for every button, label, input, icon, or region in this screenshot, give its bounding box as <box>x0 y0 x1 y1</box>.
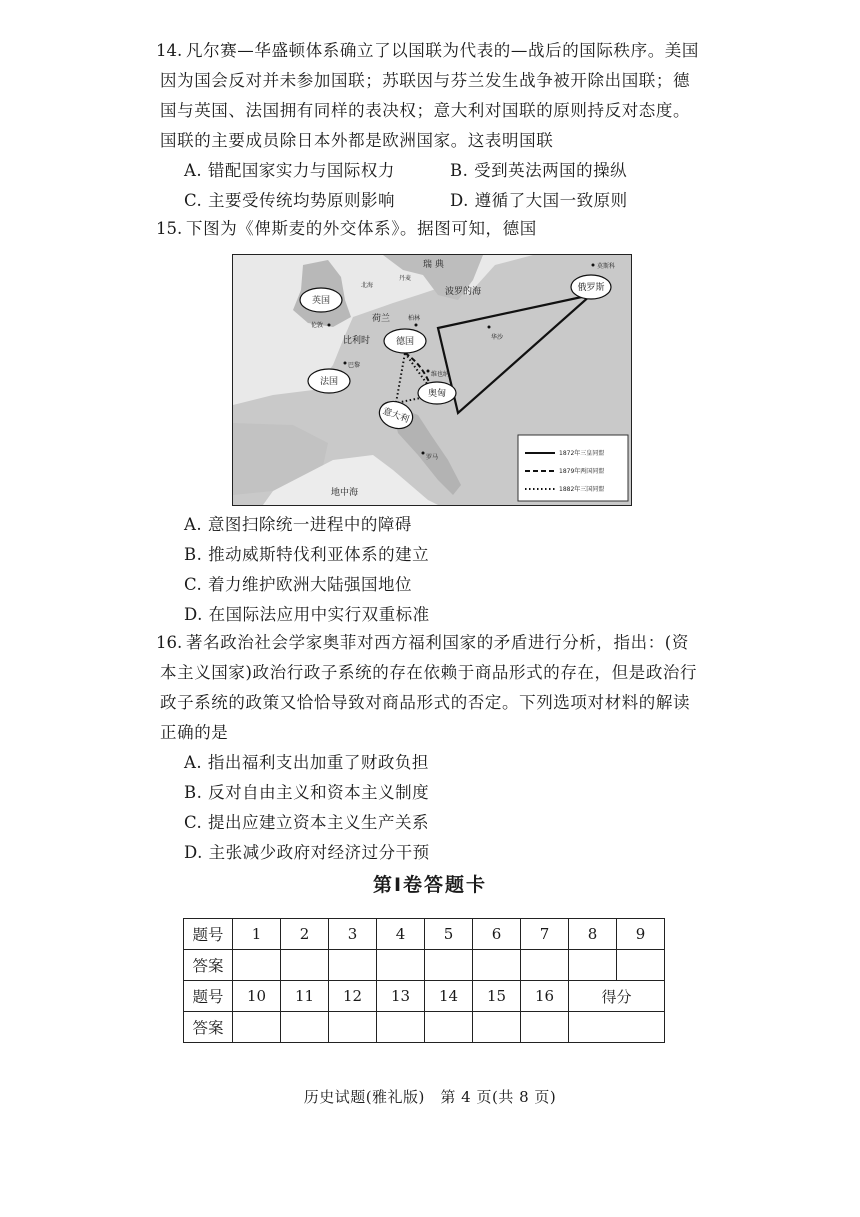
map-label-austria-hungary: 奥匈 <box>427 389 447 399</box>
option-b: B. 推动威斯特伐利亚体系的建立 <box>184 545 430 564</box>
map-label-rome: 罗马 <box>426 454 439 461</box>
option-d: D. 在国际法应用中实行双重标准 <box>184 605 430 624</box>
option-c: C. 主要受传统均势原则影响 <box>184 191 396 210</box>
answer-cell[interactable] <box>281 950 329 981</box>
answer-cell[interactable] <box>473 1012 521 1043</box>
map-label-belgium: 比利时 <box>343 336 371 346</box>
option-c: C. 提出应建立资本主义生产关系 <box>184 813 430 832</box>
answer-cell[interactable] <box>425 1012 473 1043</box>
row-label-answer: 答案 <box>184 950 233 981</box>
map-label-moscow: 莫斯科 <box>597 263 616 270</box>
answer-cell[interactable] <box>329 950 377 981</box>
question-number-cell: 14 <box>425 981 473 1012</box>
question-number-cell: 13 <box>377 981 425 1012</box>
map-label-london: 伦敦 <box>311 322 324 329</box>
question-16 <box>156 628 705 748</box>
map-label-denmark: 丹麦 <box>399 275 412 282</box>
page-footer: 历史试题(雅礼版) 第 4 页(共 8 页) <box>303 1088 557 1106</box>
map-label-warsaw: 华沙 <box>491 334 504 341</box>
map-label-netherlands: 荷兰 <box>372 314 391 324</box>
answer-cell[interactable] <box>521 1012 569 1043</box>
question-stem: 凡尔赛—华盛顿体系确立了以国联为代表的—战后的国际秩序。美国因为国会反对并未参加国联；苏联因与芬兰发生战争被开除出国联；德国与英国、法国拥有同样的表决权；意大利对国联的原则持反对态度。国联的主要成员除日本外都是欧洲国家。这表明国联 <box>160 41 699 150</box>
map-svg <box>233 255 631 505</box>
question-number-cell: 4 <box>377 919 425 950</box>
row-label-number: 题号 <box>184 981 233 1012</box>
question-number: 16. <box>156 633 183 652</box>
question-stem: 著名政治社会学家奥菲对西方福利国家的矛盾进行分析，指出：(资本主义国家)政治行政子系统的存在依赖于商品形式的存在，但是政治行政子系统的政策又恰恰导致对商品形式的否定。下列选项对材料的解读正确的是 <box>160 633 698 742</box>
bismarck-diplomacy-map <box>232 254 632 506</box>
map-label-france: 法国 <box>319 377 339 387</box>
answer-cell[interactable] <box>377 1012 425 1043</box>
map-label-berlin: 柏林 <box>408 315 421 322</box>
score-cell[interactable] <box>569 1012 665 1043</box>
legend-1882: 1882年三国同盟 <box>559 486 605 493</box>
map-legend <box>518 435 628 501</box>
answer-cell[interactable] <box>521 950 569 981</box>
option-c: C. 着力维护欧洲大陆强国地位 <box>184 575 413 594</box>
map-label-italy: 意大利 <box>381 406 411 426</box>
row-label-number: 题号 <box>184 919 233 950</box>
option-a: A. 指出福利支出加重了财政负担 <box>184 753 429 772</box>
option-b: B. 受到英法两国的操纵 <box>450 161 628 180</box>
map-label-sweden: 瑞 典 <box>423 260 444 270</box>
question-15 <box>156 214 705 244</box>
question-number-cell: 3 <box>329 919 377 950</box>
map-label-paris: 巴黎 <box>348 362 361 369</box>
map-label-england: 英国 <box>311 296 331 306</box>
map-label-baltic-sea: 波罗的海 <box>445 287 482 297</box>
option-a: A. 错配国家实力与国际权力 <box>184 161 395 180</box>
legend-1879: 1879年两国同盟 <box>559 468 605 475</box>
question-number-cell: 5 <box>425 919 473 950</box>
answer-cell[interactable] <box>377 950 425 981</box>
map-label-vienna: 维也纳 <box>431 371 450 378</box>
answer-cell[interactable] <box>329 1012 377 1043</box>
question-number-cell: 2 <box>281 919 329 950</box>
option-d: D. 主张减少政府对经济过分干预 <box>184 843 430 862</box>
answer-cell[interactable] <box>569 950 617 981</box>
option-a: A. 意图扫除统一进程中的障碍 <box>184 515 412 534</box>
option-d: D. 遵循了大国一致原则 <box>450 191 628 210</box>
table-row <box>184 981 665 1012</box>
question-number-cell: 16 <box>521 981 569 1012</box>
option-b: B. 反对自由主义和资本主义制度 <box>184 783 430 802</box>
question-stem: 下图为《俾斯麦的外交体系》。据图可知，德国 <box>186 219 537 238</box>
answer-cell[interactable] <box>473 950 521 981</box>
map-label-germany: 德国 <box>395 337 415 347</box>
question-number-cell: 7 <box>521 919 569 950</box>
answer-card-table <box>183 918 665 1043</box>
table-row <box>184 919 665 950</box>
answer-cell[interactable] <box>425 950 473 981</box>
answer-cell[interactable] <box>233 1012 281 1043</box>
legend-1872: 1872年三皇同盟 <box>559 450 605 457</box>
answer-cell[interactable] <box>617 950 665 981</box>
question-number-cell: 10 <box>233 981 281 1012</box>
question-number-cell: 6 <box>473 919 521 950</box>
question-number-cell: 11 <box>281 981 329 1012</box>
score-label: 得分 <box>569 981 665 1012</box>
map-label-north-sea: 北海 <box>361 282 374 289</box>
question-number-cell: 1 <box>233 919 281 950</box>
answer-cell[interactable] <box>233 950 281 981</box>
table-row <box>184 950 665 981</box>
answer-card-title: 第Ⅰ卷答题卡 <box>372 874 488 896</box>
question-number-cell: 8 <box>569 919 617 950</box>
question-number-cell: 9 <box>617 919 665 950</box>
answer-cell[interactable] <box>281 1012 329 1043</box>
question-14 <box>156 36 705 156</box>
question-number: 15. <box>156 219 183 238</box>
question-number-cell: 15 <box>473 981 521 1012</box>
question-number-cell: 12 <box>329 981 377 1012</box>
row-label-answer: 答案 <box>184 1012 233 1043</box>
table-row <box>184 1012 665 1043</box>
question-number: 14. <box>156 41 183 60</box>
map-label-russia: 俄罗斯 <box>577 283 605 293</box>
map-label-mediterranean: 地中海 <box>331 488 359 498</box>
